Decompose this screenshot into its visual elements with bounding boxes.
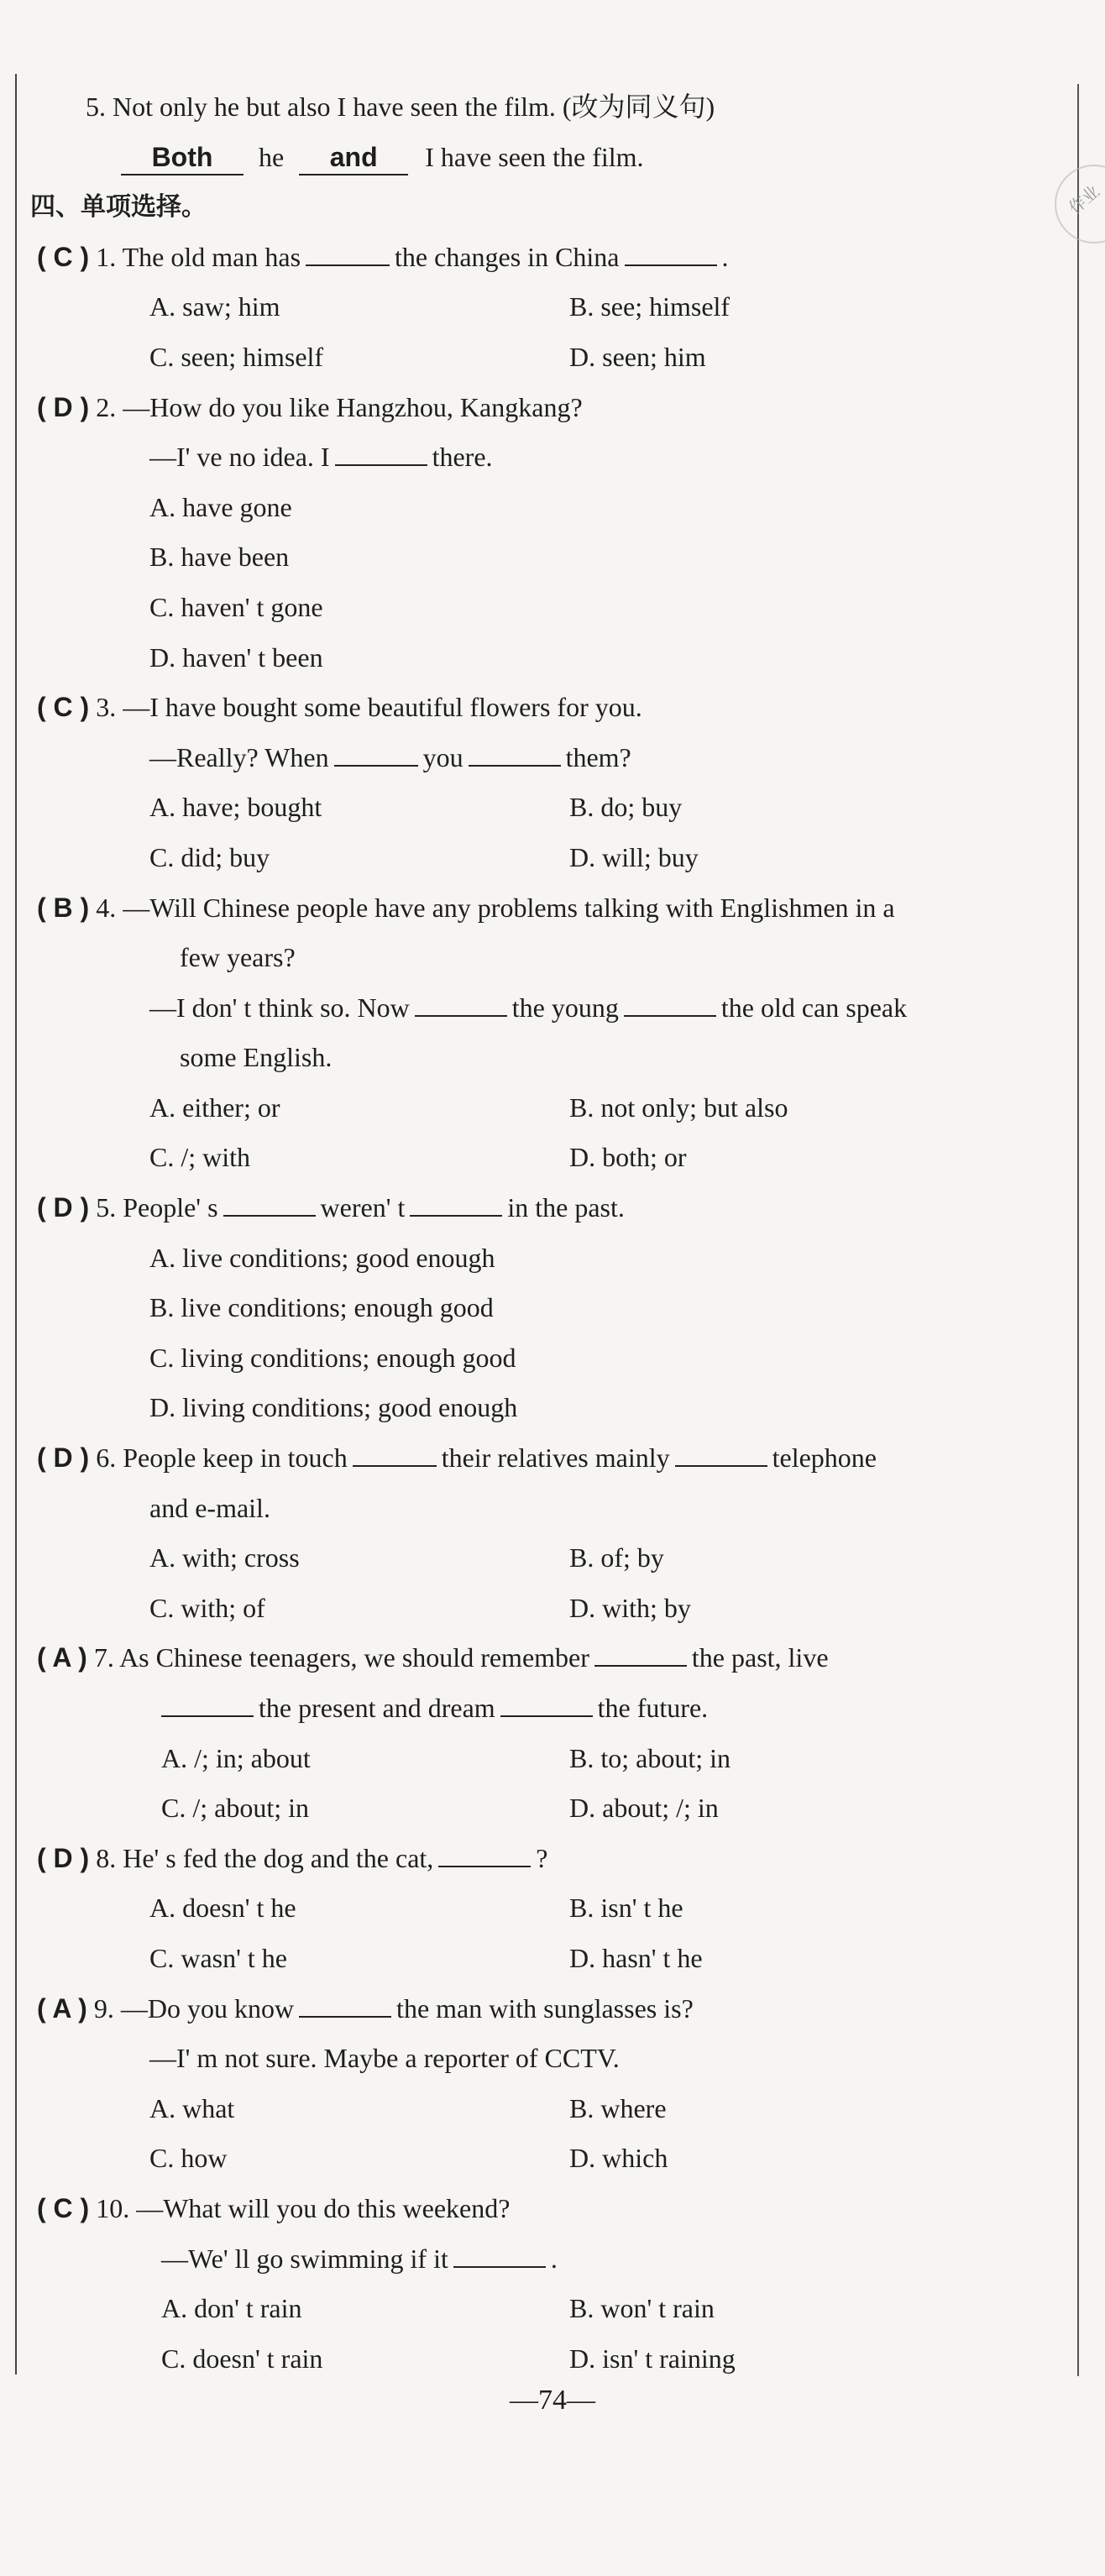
option: D. hasn' t he bbox=[569, 1942, 703, 1973]
option: B. do; buy bbox=[569, 792, 683, 823]
question-1-options-ab bbox=[37, 282, 1053, 332]
option: D. both; or bbox=[569, 1142, 687, 1173]
blank bbox=[410, 1186, 502, 1217]
answer-mark: ( D ) bbox=[37, 1842, 90, 1873]
option: B. of; by bbox=[569, 1542, 664, 1573]
blank bbox=[334, 736, 418, 767]
option: B. have been bbox=[149, 542, 290, 573]
option: A. have; bought bbox=[149, 792, 322, 823]
option: C. did; buy bbox=[149, 841, 270, 872]
option: C. haven' t gone bbox=[149, 591, 323, 622]
question-4-options-cd bbox=[37, 1133, 1053, 1183]
question-3-options-ab bbox=[37, 783, 1053, 833]
page-number: —74— bbox=[510, 2385, 595, 2416]
answer-mark: ( B ) bbox=[37, 892, 90, 923]
stamp-seal-text: 作业 bbox=[1064, 181, 1103, 218]
question-6-options-ab bbox=[37, 1533, 1053, 1584]
option: A. /; in; about bbox=[161, 1742, 311, 1773]
blank bbox=[415, 987, 507, 1017]
question-6-options-cd bbox=[37, 1584, 1053, 1634]
question-10-reply: —We' ll go swimming if it . bbox=[37, 2234, 1053, 2285]
rewrite-q5: 5. Not only he but also I have seen the film. (改为同义句) bbox=[86, 92, 715, 122]
question-7-stem: ( A ) 7. As Chinese teenagers, we should remember the past, live bbox=[37, 1633, 1053, 1683]
option: B. not only; but also bbox=[569, 1092, 788, 1123]
blank bbox=[306, 236, 390, 266]
option: A. doesn' t he bbox=[149, 1893, 296, 1924]
rewrite-fill-2: and bbox=[299, 140, 408, 175]
option: D. which bbox=[569, 2143, 668, 2174]
question-8-options-cd bbox=[37, 1934, 1053, 1984]
rewrite-q5-answer bbox=[37, 133, 1053, 183]
blank bbox=[500, 1687, 593, 1717]
question-7-options-cd bbox=[37, 1783, 1053, 1834]
option: C. seen; himself bbox=[149, 341, 324, 372]
blank bbox=[594, 1636, 687, 1667]
blank bbox=[453, 2238, 546, 2268]
option: C. how bbox=[149, 2143, 228, 2174]
question-4-options-ab bbox=[37, 1083, 1053, 1134]
option: A. live conditions; good enough bbox=[149, 1242, 495, 1273]
option: C. /; about; in bbox=[161, 1793, 309, 1824]
rewrite-fill-1: Both bbox=[121, 140, 244, 175]
answer-mark: ( A ) bbox=[37, 1992, 87, 2024]
option: D. with; by bbox=[569, 1592, 691, 1623]
question-1-options-cd bbox=[37, 332, 1053, 383]
question-3-stem: ( C ) 3. —I have bought some beautiful flowers for you. bbox=[37, 692, 642, 723]
option: B. won' t rain bbox=[569, 2293, 715, 2324]
question-9-options-ab bbox=[37, 2084, 1053, 2134]
question-4-stem: ( B ) 4. —Will Chinese people have any problems talking with Englishmen in a bbox=[37, 892, 895, 923]
question-4-reply: —I don' t think so. Now the young the old can speak bbox=[37, 983, 1053, 1034]
question-3-reply: —Really? When you them? bbox=[37, 733, 1053, 783]
question-9-stem: ( A ) 9. —Do you know the man with sunglasses is? bbox=[37, 1984, 1053, 2034]
answer-mark: ( A ) bbox=[37, 1642, 87, 1673]
option: D. haven' t been bbox=[149, 641, 323, 673]
blank bbox=[299, 1987, 391, 2018]
option: B. to; about; in bbox=[569, 1742, 731, 1773]
option: D. seen; him bbox=[569, 341, 706, 372]
rewrite-mid: he bbox=[259, 141, 285, 172]
blank bbox=[675, 1437, 767, 1467]
option: C. wasn' t he bbox=[149, 1942, 287, 1973]
blank bbox=[161, 1687, 254, 1717]
option: C. /; with bbox=[149, 1142, 251, 1173]
question-7-options-ab bbox=[37, 1734, 1053, 1784]
answer-mark: ( D ) bbox=[37, 1192, 90, 1223]
blank bbox=[625, 236, 717, 266]
question-10-options-ab bbox=[37, 2284, 1053, 2334]
blank bbox=[438, 1837, 531, 1867]
option: D. about; /; in bbox=[569, 1793, 719, 1824]
question-4-stem-cont: few years? bbox=[180, 942, 296, 973]
question-7-stem-cont: the present and dream the future. bbox=[37, 1683, 1053, 1734]
answer-mark: ( D ) bbox=[37, 391, 90, 422]
left-margin-rule bbox=[15, 74, 17, 2374]
section-title: 四、单项选择。 bbox=[30, 192, 207, 223]
blank bbox=[353, 1437, 437, 1467]
question-6-stem: ( D ) 6. People keep in touch their relatives mainly telephone bbox=[37, 1433, 1053, 1484]
question-9-reply: —I' m not sure. Maybe a reporter of CCTV. bbox=[149, 2043, 620, 2074]
option: A. either; or bbox=[149, 1092, 280, 1123]
option: C. doesn' t rain bbox=[161, 2343, 323, 2374]
option: D. isn' t raining bbox=[569, 2343, 736, 2374]
question-2-stem: ( D ) 2. —How do you like Hangzhou, Kangkang? bbox=[37, 391, 583, 422]
option: D. will; buy bbox=[569, 841, 699, 872]
blank bbox=[469, 736, 561, 767]
option: A. with; cross bbox=[149, 1542, 300, 1573]
question-8-options-ab bbox=[37, 1883, 1053, 1934]
answer-mark: ( C ) bbox=[37, 2192, 90, 2223]
blank bbox=[335, 436, 427, 466]
option: B. where bbox=[569, 2092, 667, 2123]
option: A. what bbox=[149, 2092, 235, 2123]
option: A. don' t rain bbox=[161, 2293, 302, 2324]
option: C. living conditions; enough good bbox=[149, 1342, 516, 1373]
question-8-stem: ( D ) 8. He' s fed the dog and the cat, ? bbox=[37, 1834, 1053, 1884]
answer-mark: ( D ) bbox=[37, 1442, 90, 1474]
option: A. have gone bbox=[149, 491, 292, 522]
question-4-reply-cont: some English. bbox=[180, 1042, 333, 1073]
question-3-options-cd bbox=[37, 833, 1053, 883]
option: A. saw; him bbox=[149, 291, 280, 322]
question-6-stem-cont: and e-mail. bbox=[149, 1492, 270, 1523]
option: B. live conditions; enough good bbox=[149, 1292, 494, 1323]
question-10-stem: ( C ) 10. —What will you do this weekend? bbox=[37, 2192, 511, 2223]
question-9-options-cd bbox=[37, 2134, 1053, 2184]
blank bbox=[624, 987, 716, 1017]
option: C. with; of bbox=[149, 1592, 265, 1623]
option: D. living conditions; good enough bbox=[149, 1392, 518, 1423]
option: B. isn' t he bbox=[569, 1893, 683, 1924]
answer-mark: ( C ) bbox=[37, 692, 90, 723]
blank bbox=[223, 1186, 316, 1217]
question-1-stem: ( C ) 1. The old man has the changes in China . bbox=[37, 233, 1053, 283]
answer-mark: ( C ) bbox=[37, 241, 90, 272]
worksheet-content bbox=[30, 82, 1053, 2384]
question-10-options-cd bbox=[37, 2334, 1053, 2385]
rewrite-tail: I have seen the film. bbox=[425, 141, 644, 172]
right-margin-rule bbox=[1077, 84, 1079, 2376]
question-2-reply: —I' ve no idea. I there. bbox=[37, 432, 1053, 483]
option: B. see; himself bbox=[569, 291, 731, 322]
question-5-stem: ( D ) 5. People' s weren' t in the past. bbox=[37, 1183, 1053, 1233]
